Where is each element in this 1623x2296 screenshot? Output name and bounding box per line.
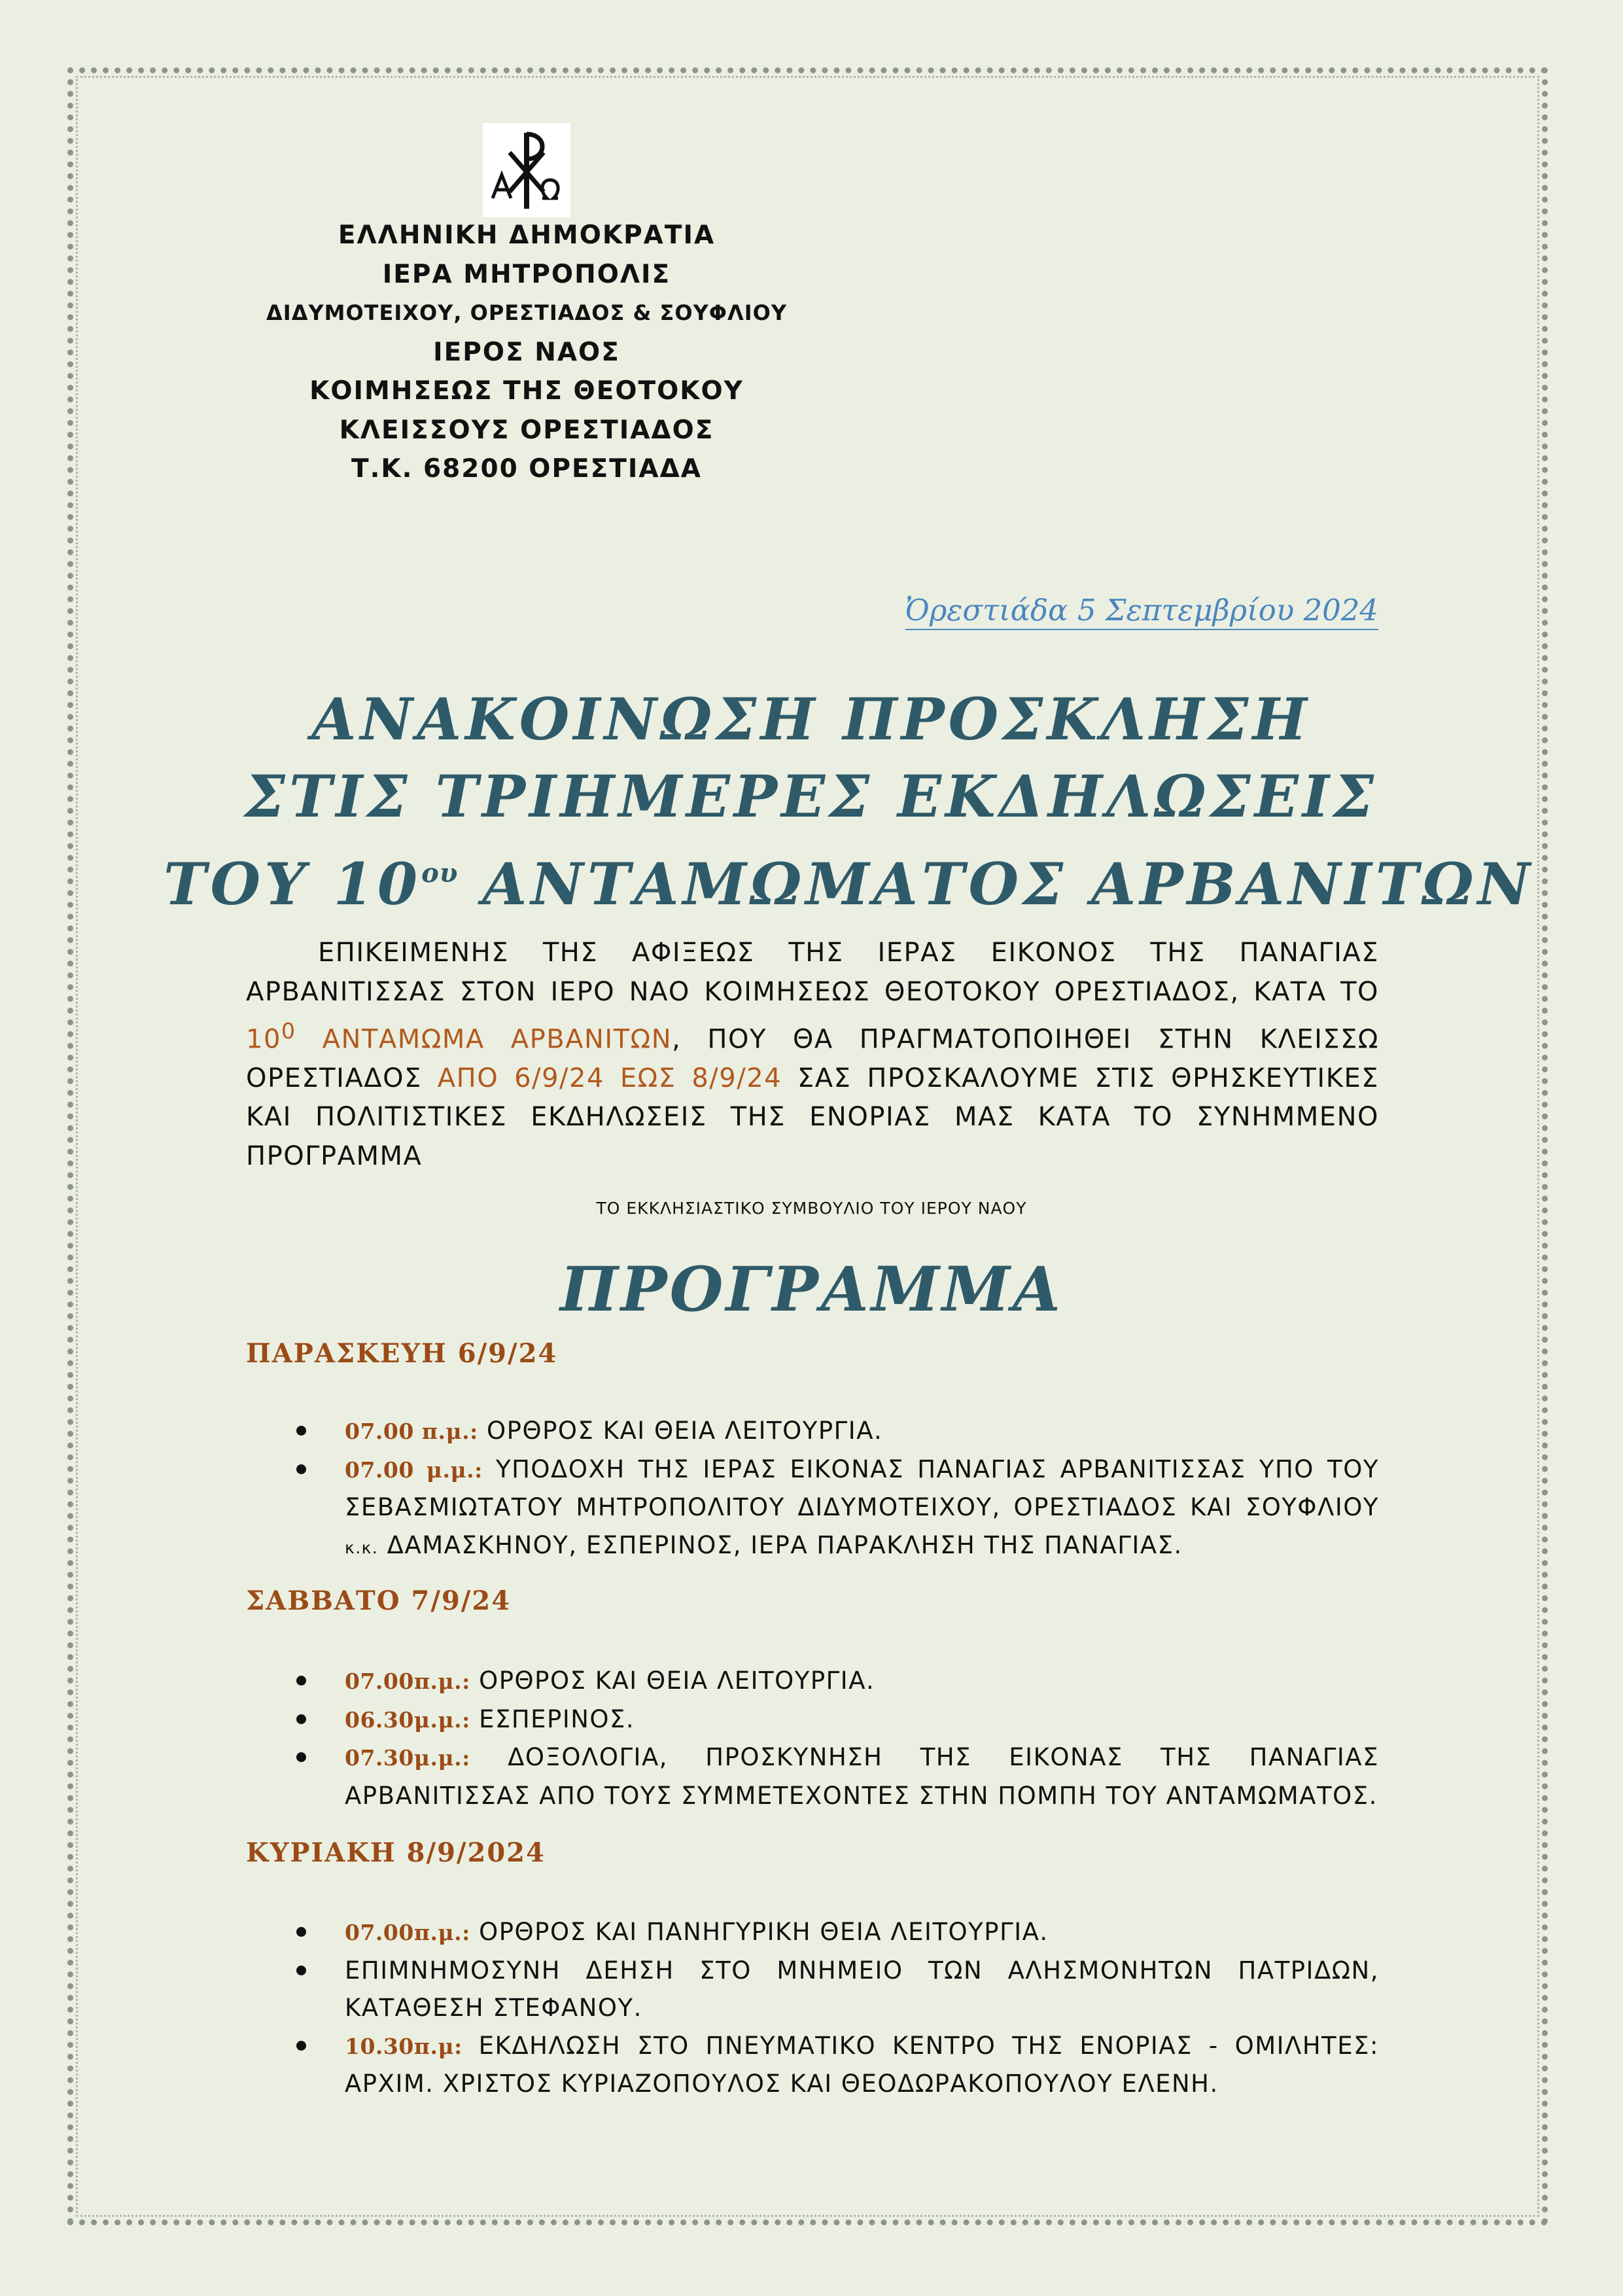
list-item [291,1913,1379,1952]
item-honorific: κ.κ. [345,1538,379,1557]
bullet-icon [296,1966,306,1975]
header-line-dormition: ΚΟΙΜΗΣΕΩΣ ΤΗΣ ΘΕΟΤΟΚΟΥ [309,376,744,406]
schedule-list-sunday [291,1913,1379,2103]
title-line-2: ΣΤΙΣ ΤΡΙΗΜΕΡΕΣ ΕΚΔΗΛΩΣΕΙΣ [244,762,1378,830]
chi-rho-alpha-omega-icon [483,123,570,217]
item-time: 07.00 π.μ.: [345,1419,478,1444]
intro-event-name: ΑΝΤΑΜΩΜΑ ΑΡΒΑΝΙΤΩΝ [296,1024,672,1055]
bullet-icon [296,1752,306,1762]
header-line-dioceses: ΔΙΔΥΜΟΤΕΙΧΟΥ, ΟΡΕΣΤΙΑΔΟΣ & ΣΟΥΦΛΙΟΥ [266,300,787,325]
church-header [239,216,814,489]
item-time: 07.00π.μ.: [345,1920,470,1945]
bullet-icon [296,1676,306,1686]
item-text: ΕΠΙΜΝΗΜΟΣΥΝΗ ΔΕΗΣΗ ΣΤΟ ΜΝΗΜΕΙΟ ΤΩΝ ΑΛΗΣΜΟΝΗΤΩΝ ΠΑΤΡΙΔΩΝ, ΚΑΤΑΘΕΣΗ ΣΤΕΦΑΝΟΥ. [345,1956,1379,2022]
intro-text-3: ΣΑΣ ΠΡΟΣΚΑΛΟΥΜΕ ΣΤΙΣ ΘΡΗΣΚΕΥΤΙΚΕΣ ΚΑΙ ΠΟΛΙΤΙΣΤΙΚΕΣ ΕΚΔΗΛΩΣΕΙΣ ΤΗΣ ΕΝΟΡΙΑΣ ΜΑΣ ΚΑΤΑ ΤΟ ΣΥΝΗΜΜΕΝΟ ΠΡΟΓΡΑΜΜΑ [246,1063,1379,1171]
item-text: ΟΡΘΡΟΣ ΚΑΙ ΘΕΙΑ ΛΕΙΤΟΥΡΓΙΑ. [470,1667,875,1695]
document-date: Ὀρεστιάδα 5 Σεπτεμβρίου 2024 [905,593,1378,630]
day-heading-sunday: ΚΥΡΙΑΚΗ 8/9/2024 [246,1837,546,1868]
announcement-title [164,680,1534,918]
council-signature: ΤΟ ΕΚΚΛΗΣΙΑΣΤΙΚΟ ΣΥΜΒΟΥΛΙΟ ΤΟΥ ΙΕΡΟΥ ΝΑΟΥ [596,1199,1027,1218]
intro-text-1: ΕΠΙΚΕΙΜΕΝΗΣ ΤΗΣ ΑΦΙΞΕΩΣ ΤΗΣ ΙΕΡΑΣ ΕΙΚΟΝΟΣ ΤΗΣ ΠΑΝΑΓΙΑΣ ΑΡΒΑΝΙΤΙΣΣΑΣ ΣΤΟΝ ΙΕΡΟ ΝΑΟ ΚΟΙΜΗΣΕΩΣ ΘΕΟΤΟΚΟΥ ΟΡΕΣΤΙΑΔΟΣ, ΚΑΤΑ ΤΟ [246,938,1379,1007]
day-heading-saturday: ΣΑΒΒΑΤΟ 7/9/24 [246,1585,512,1616]
list-item [291,1662,1379,1701]
intro-paragraph [246,934,1379,1176]
schedule-list-saturday [291,1662,1379,1814]
list-item [291,2027,1379,2103]
item-text: ΕΚΔΗΛΩΣΗ ΣΤΟ ΠΝΕΥΜΑΤΙΚΟ ΚΕΝΤΡΟ ΤΗΣ ΕΝΟΡΙΑΣ - ΟΜΙΛΗΤΕΣ: ΑΡΧΙΜ. ΧΡΙΣΤΟΣ ΚΥΡΙΑΖΟΠΟΥΛΟΣ ΚΑΙ ΘΕΟΔΩΡΑΚΟΠΟΥΛΟΥ ΕΛΕΝΗ. [345,2031,1379,2098]
program-title: ΠΡΟΓΡΑΜΜΑ [560,1254,1063,1326]
intro-text-2: , ΠΟΥ ΘΑ ΠΡΑΓΜΑΤΟΠΟΙΗΘΕΙ ΣΤΗΝ ΚΛΕΙΣΣΩ ΟΡΕΣΤΙΑΔΟΣ [246,1024,1379,1093]
list-item [291,1701,1379,1739]
list-item [291,1412,1379,1451]
schedule-list-friday [291,1412,1379,1566]
title-line-1: ΑΝΑΚΟΙΝΩΣΗ ΠΡΟΣΚΛΗΣΗ [311,685,1311,753]
list-item [291,1451,1379,1567]
header-line-church: ΙΕΡΟΣ ΝΑΟΣ [433,337,620,367]
item-text: ΔΟΞΟΛΟΓΙΑ, ΠΡΟΣΚΥΝΗΣΗ ΤΗΣ ΕΙΚΟΝΑΣ ΤΗΣ ΠΑΝΑΓΙΑΣ ΑΡΒΑΝΙΤΙΣΣΑΣ ΑΠΟ ΤΟΥΣ ΣΥΜΜΕΤΕΧΟΝΤΕΣ ΣΤΗΝ ΠΟΜΠΗ ΤΟΥ ΑΝΤΑΜΩΜΑΤΟΣ. [345,1743,1379,1810]
title-line-3 [164,835,1534,918]
day-heading-friday: ΠΑΡΑΣΚΕΥΗ 6/9/24 [246,1338,558,1369]
item-text: ΥΠΟΔΟΧΗ ΤΗΣ ΙΕΡΑΣ ΕΙΚΟΝΑΣ ΠΑΝΑΓΙΑΣ ΑΡΒΑΝΙΤΙΣΣΑΣ ΥΠΟ ΤΟΥ ΣΕΒΑΣΜΙΩΤΑΤΟΥ ΜΗΤΡΟΠΟΛΙΤΟΥ ΔΙΔΥΜΟΤΕΙΧΟΥ, ΟΡΕΣΤΙΑΔΟΣ ΚΑΙ ΣΟΥΦΛΙΟΥ [345,1455,1379,1521]
title-line-3-post: ΑΝΤΑΜΩΜΑΤΟΣ ΑΡΒΑΝΙΤΩΝ [458,850,1534,918]
intro-date-range: ΑΠΟ 6/9/24 ΕΩΣ 8/9/24 [437,1063,782,1093]
item-time: 07.00 μ.μ.: [345,1457,483,1483]
header-line-village: ΚΛΕΙΣΣΟΥΣ ΟΡΕΣΤΙΑΔΟΣ [339,415,714,445]
header-line-postcode: Τ.Κ. 68200 ΟΡΕΣΤΙΑΔΑ [351,454,702,484]
list-item [291,1952,1379,2027]
bullet-icon [296,1426,306,1436]
title-ordinal: ου [421,858,459,889]
list-item [291,1739,1379,1814]
item-text: ΟΡΘΡΟΣ ΚΑΙ ΘΕΙΑ ΛΕΙΤΟΥΡΓΙΑ. [478,1417,883,1445]
item-time: 06.30μ.μ.: [345,1706,470,1733]
item-text: ΕΣΠΕΡΙΝΟΣ. [470,1704,635,1733]
item-time: 10.30π.μ: [345,2033,462,2059]
bullet-icon [296,1464,306,1474]
item-time: 07.30μ.μ.: [345,1745,470,1771]
intro-event-number: 10 [246,1024,281,1055]
header-line-republic: ΕΛΛΗΝΙΚΗ ΔΗΜΟΚΡΑΤΙΑ [338,221,716,250]
bullet-icon [296,2041,306,2051]
title-line-3-pre: ΤΟΥ 10 [164,850,422,918]
item-text: ΟΡΘΡΟΣ ΚΑΙ ΠΑΝΗΓΥΡΙΚΗ ΘΕΙΑ ΛΕΙΤΟΥΡΓΙΑ. [470,1918,1049,1946]
item-time: 07.00π.μ.: [345,1669,470,1694]
header-line-metropolis: ΙΕΡΑ ΜΗΤΡΟΠΟΛΙΣ [382,259,671,289]
bullet-icon [296,1714,306,1724]
bullet-icon [296,1927,306,1937]
item-text-continued: ΔΑΜΑΣΚΗΝΟΥ, ΕΣΠΕΡΙΝΟΣ, ΙΕΡΑ ΠΑΡΑΚΛΗΣΗ ΤΗΣ ΠΑΝΑΓΙΑΣ. [378,1530,1183,1559]
intro-event-ordinal: 0 [281,1018,296,1044]
